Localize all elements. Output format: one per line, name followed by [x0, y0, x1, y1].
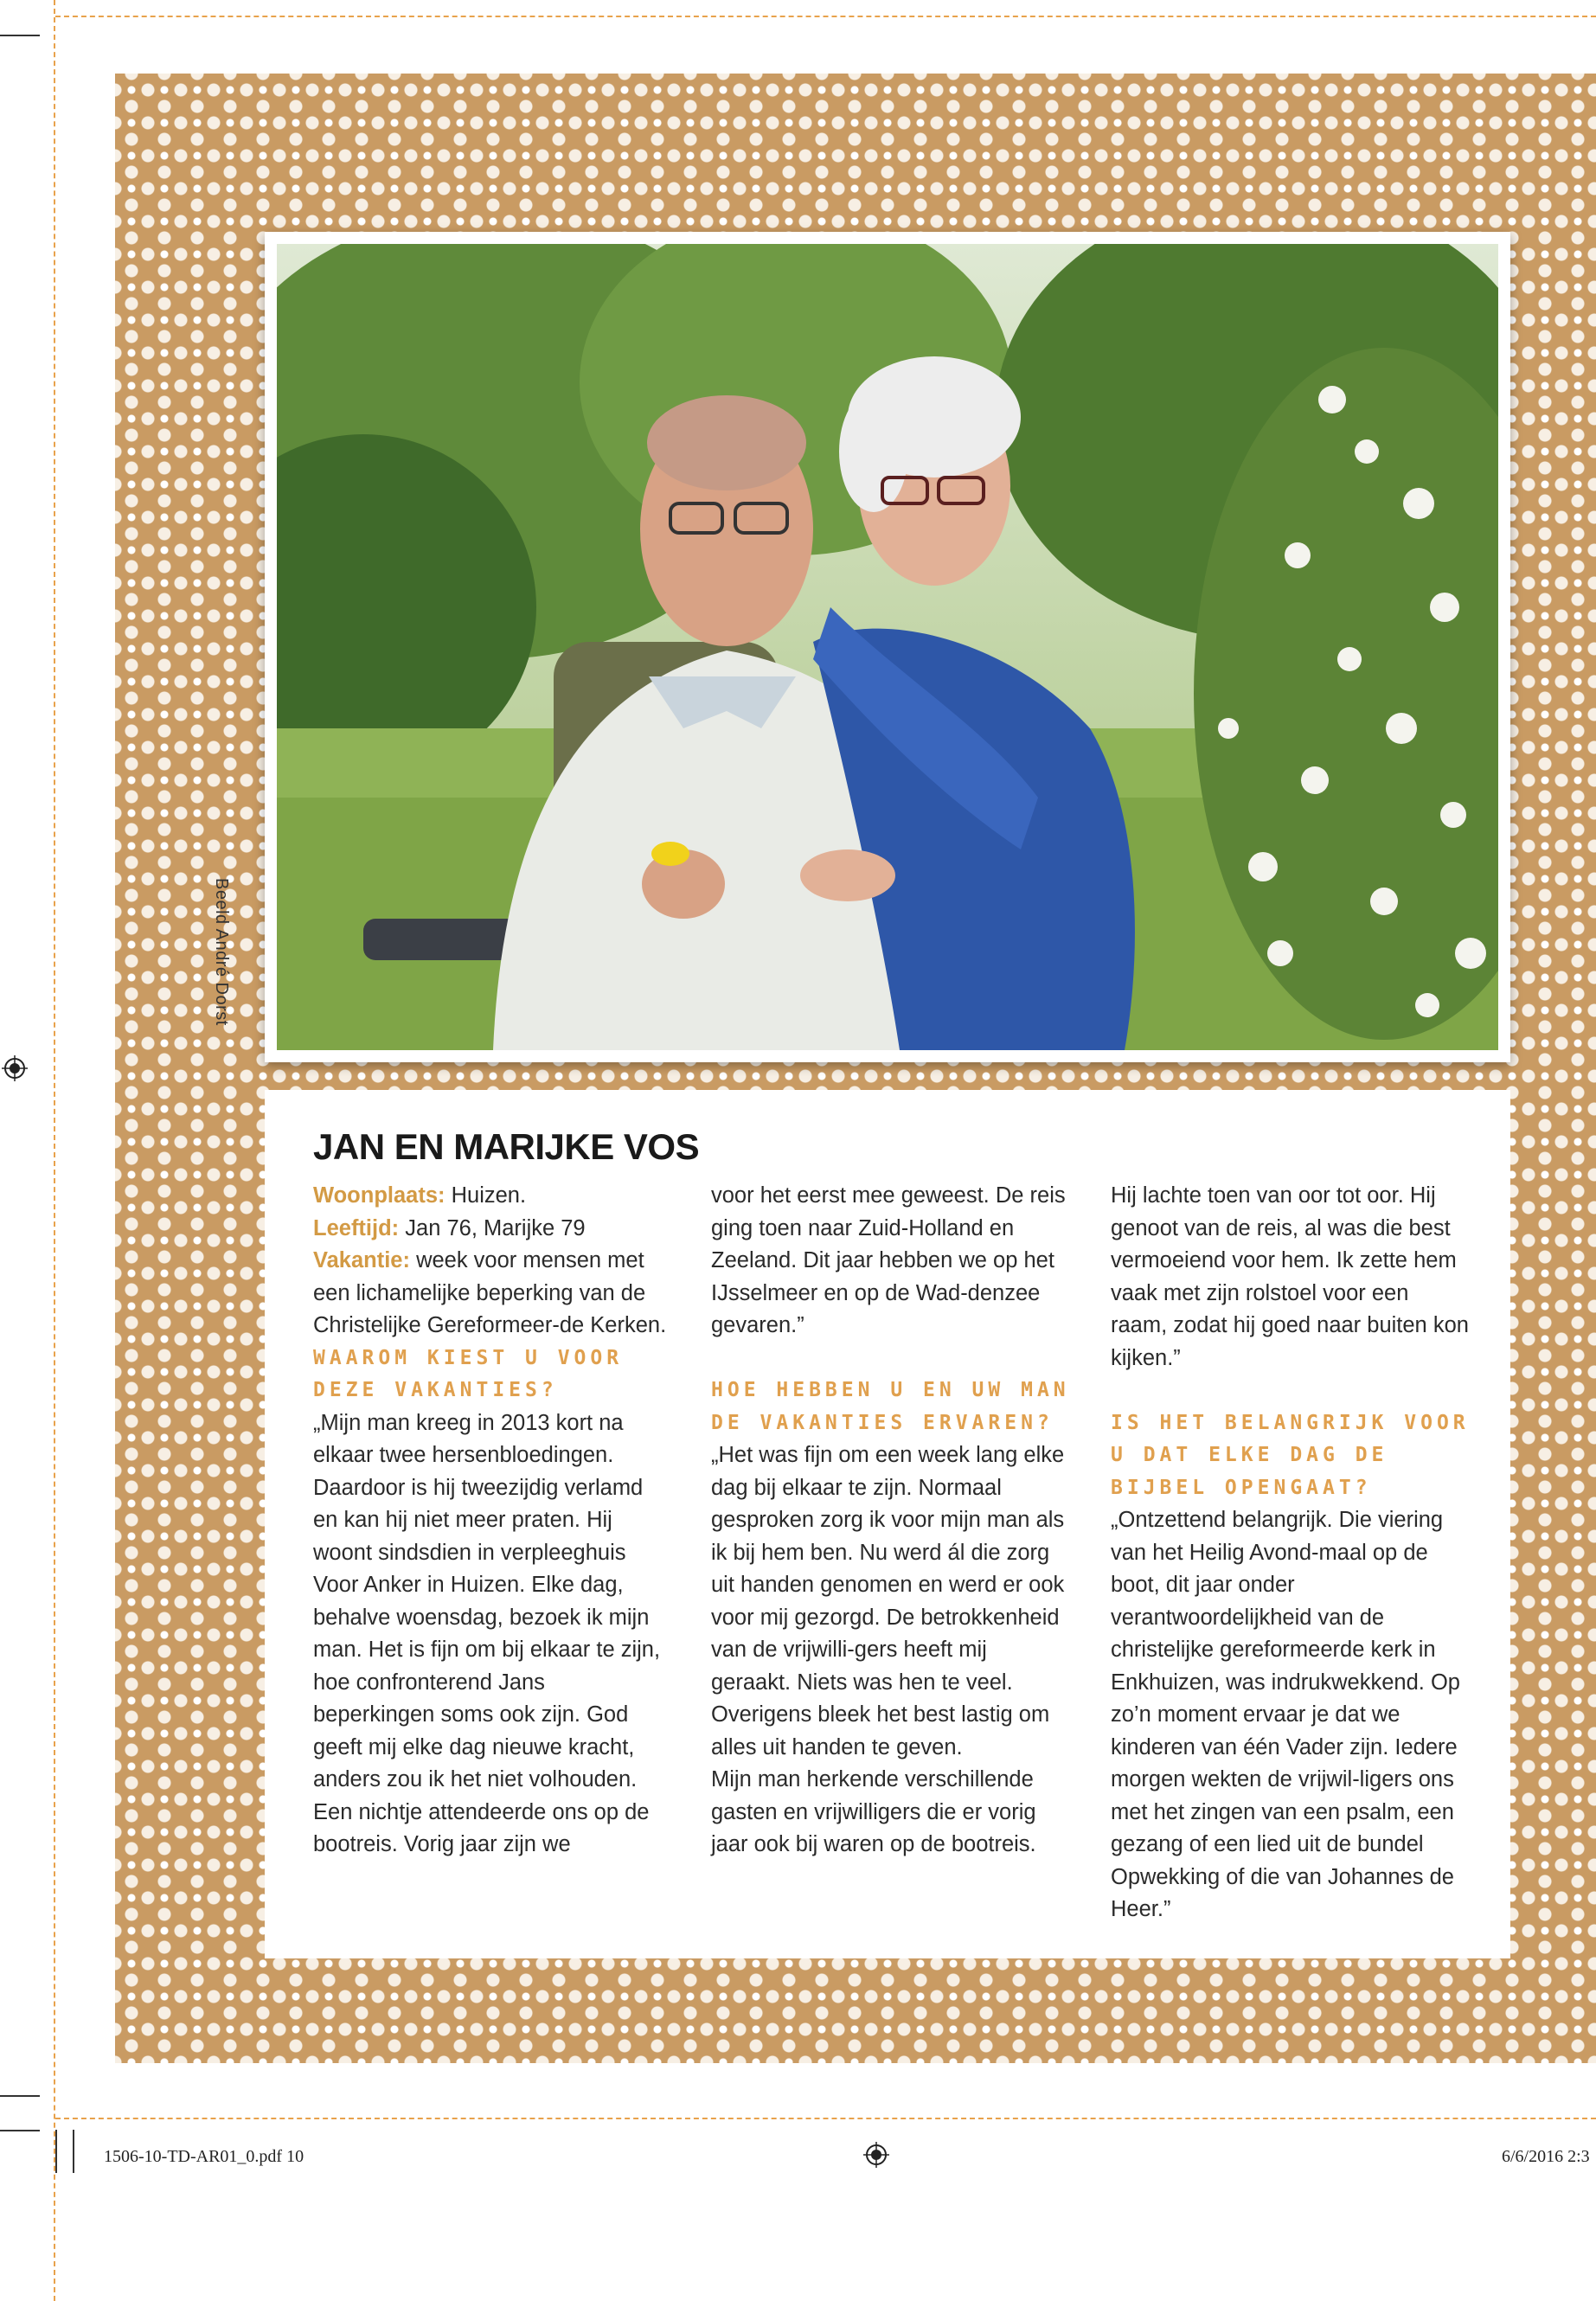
answer-paragraph: „Ontzettend belangrijk. Die viering van het Heilig Avond-maal op de boot, dit jaar onder verantwoordelijkheid van de christelijke gereformeerde kerk in Enkhuizen, was indrukwekkend. Op zo’n moment ervaar je dat we kinderen van één Vader zijn. Iedere morgen wekten de vrijwil-ligers ons met het zingen van een psalm, een gezang of een lied uit de bundel Opwekking of die van Johannes de Heer.” — [1111, 1508, 1460, 1921]
answer-paragraph: voor het eerst mee geweest. De reis ging toen naar Zuid-Holland en Zeeland. Dit jaar hebben we op het IJsselmeer en op de Wad-denzee gevaren.” — [711, 1183, 1066, 1337]
registration-mark-icon — [2, 1055, 28, 1081]
crop-mark — [0, 2130, 40, 2131]
photo-credit: Beeld André Dorst — [212, 878, 231, 1026]
crop-mark — [0, 2095, 40, 2097]
crop-mark — [55, 2130, 57, 2173]
question-heading: WAAROM KIEST U VOOR DEZE VAKANTIES? — [313, 1346, 624, 1401]
question-heading: IS HET BELANGRIJK VOOR U DAT ELKE DAG DE BIJBEL OPENGAAT? — [1111, 1411, 1470, 1499]
answer-paragraph: „Mijn man kreeg in 2013 kort na elkaar twee hersenbloedingen. Daardoor is hij tweezijdig verlamd en kan hij niet meer praten. Hij woont sindsdien in verpleeghuis Voor Anker in Huizen. Elke dag, behalve woensdag, bezoek ik mijn man. Het is fijn om bij elkaar te zijn, hoe confronterend Jans beperkingen soms ook zijn. God geeft mij elke dag nieuwe kracht, anders zou ik het niet volhouden. Een nichtje attendeerde ons op de bootreis. Vorig jaar zijn we — [313, 1410, 661, 1856]
question-heading: HOE HEBBEN U EN UW MAN DE VAKANTIES ERVAREN? — [711, 1379, 1070, 1434]
fact-age: Leeftijd: Jan 76, Marijke 79 — [313, 1215, 586, 1240]
print-slug-file: 1506-10-TD-AR01_0.pdf 10 — [104, 2147, 304, 2166]
couple-photo — [277, 244, 1498, 1050]
answer-paragraph: Hij lachte toen van oor tot oor. Hij genoot van de reis, al was die best vermoeiend voor hem. Ik zette hem vaak met zijn rolstoel voor een raam, zodat hij goed naar buiten kon kijken.” — [1111, 1183, 1469, 1370]
print-slug-date: 6/6/2016 2:3 — [1502, 2147, 1590, 2166]
fact-residence: Woonplaats: Huizen. — [313, 1183, 527, 1208]
text-column-1 — [313, 1180, 672, 1862]
crop-mark — [73, 2130, 74, 2173]
answer-paragraph: „Het was fijn om een week lang elke dag bij elkaar te zijn. Normaal gesproken zorg ik voor mijn man als ik bij hem ben. Nu werd ál die zorg uit handen genomen en werd er ook voor mij gezorgd. De betrokkenheid van de vrijwilli-gers heeft mij geraakt. Niets was hen te veel. Overigens bleek het best lastig om alles uit handen te geven. — [711, 1443, 1065, 1759]
answer-paragraph: Mijn man herkende verschillende gasten en vrijwilligers die er vorig jaar ook bij waren op de bootreis. — [711, 1767, 1036, 1856]
bleed-line-left — [54, 0, 55, 2301]
text-column-3 — [1111, 1180, 1470, 1926]
article-card — [265, 1090, 1510, 1958]
article-title: JAN EN MARIJKE VOS — [313, 1126, 700, 1167]
text-column-2 — [711, 1180, 1070, 1862]
photo-frame — [265, 232, 1510, 1062]
registration-mark-icon — [863, 2142, 889, 2168]
fact-vacation: Vakantie: week voor mensen met een lichamelijke beperking van de Christelijke Gereformeer-de Kerken. — [313, 1248, 667, 1337]
bleed-line-top — [55, 16, 1596, 17]
crop-mark — [0, 35, 40, 36]
bleed-line-bottom — [55, 2118, 1596, 2119]
